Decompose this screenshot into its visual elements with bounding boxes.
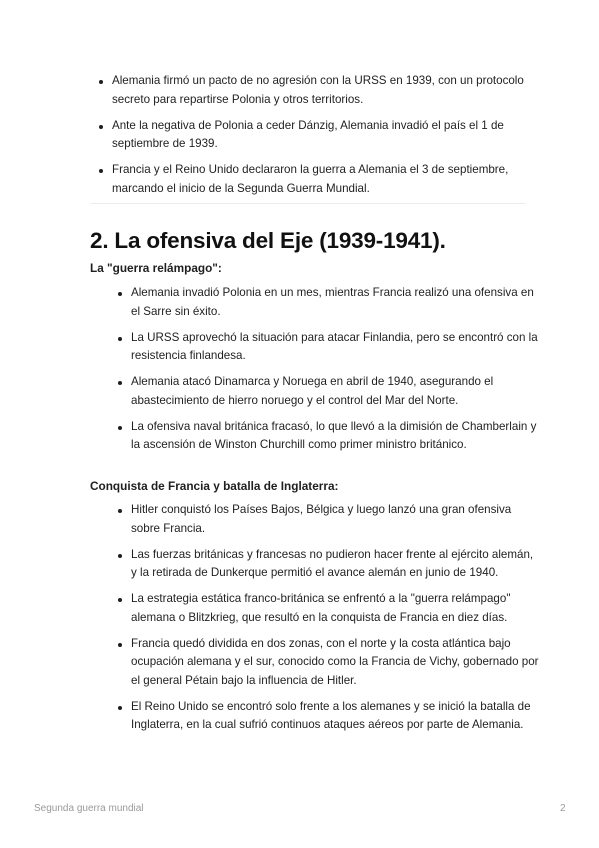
list-item: La URSS aprovechó la situación para atacar Finlandia, pero se encontró con la resistencia finlandesa. xyxy=(131,329,541,366)
footer-page-number: 2 xyxy=(560,803,566,814)
section-title: 2. La ofensiva del Eje (1939-1941). xyxy=(90,228,446,253)
list-item: Francia quedó dividida en dos zonas, con el norte y la costa atlántica bajo ocupación alemana y el sur, conocido como la Francia de Vichy, gobernado por el general Pétain bajo la influencia de Hitler. xyxy=(131,635,541,691)
list-item: La ofensiva naval británica fracasó, lo que llevó a la dimisión de Chamberlain y la ascensión de Winston Churchill como primer ministro británico. xyxy=(131,418,541,455)
blitzkrieg-bullet-list xyxy=(131,284,541,462)
subsection-heading-blitzkrieg: La "guerra relámpago": xyxy=(90,261,222,275)
section-divider xyxy=(90,203,526,204)
list-item: Francia y el Reino Unido declararon la guerra a Alemania el 3 de septiembre, marcando el inicio de la Segunda Guerra Mundial. xyxy=(112,161,532,198)
intro-bullet-list xyxy=(112,72,532,206)
list-item: Alemania firmó un pacto de no agresión con la URSS en 1939, con un protocolo secreto para repartirse Polonia y otros territorios. xyxy=(112,72,532,109)
subsection-heading-france-england: Conquista de Francia y batalla de Inglaterra: xyxy=(90,479,339,493)
list-item: Alemania invadió Polonia en un mes, mientras Francia realizó una ofensiva en el Sarre sin éxito. xyxy=(131,284,541,321)
list-item: Hitler conquistó los Países Bajos, Bélgica y luego lanzó una gran ofensiva sobre Francia. xyxy=(131,501,541,538)
list-item: Las fuerzas británicas y francesas no pudieron hacer frente al ejército alemán, y la retirada de Dunkerque permitió el avance alemán en junio de 1940. xyxy=(131,546,541,583)
footer-document-title: Segunda guerra mundial xyxy=(34,803,144,814)
list-item: Ante la negativa de Polonia a ceder Dánzig, Alemania invadió el país el 1 de septiembre de 1939. xyxy=(112,117,532,154)
france-england-bullet-list xyxy=(131,501,541,742)
list-item: El Reino Unido se encontró solo frente a los alemanes y se inició la batalla de Inglaterra, en la cual sufrió continuos ataques aéreos por parte de Alemania. xyxy=(131,698,541,735)
list-item: La estrategia estática franco-británica se enfrentó a la "guerra relámpago" alemana o Blitzkrieg, que resultó en la conquista de Francia en diez días. xyxy=(131,590,541,627)
list-item: Alemania atacó Dinamarca y Noruega en abril de 1940, asegurando el abastecimiento de hierro noruego y el control del Mar del Norte. xyxy=(131,373,541,410)
